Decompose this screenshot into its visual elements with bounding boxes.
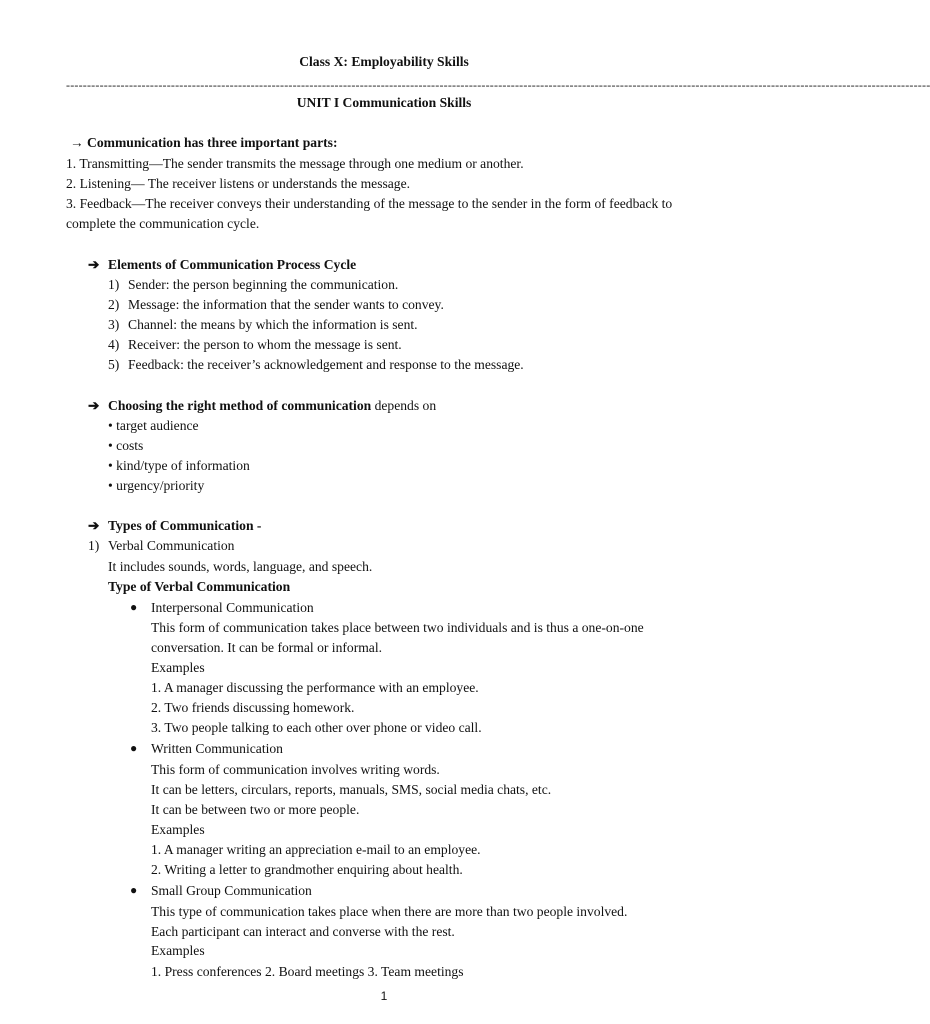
verbal-heading: 1) Verbal Communication: [88, 538, 235, 553]
subtype-title: Interpersonal Communication: [151, 600, 314, 615]
list-item: • costs: [108, 438, 144, 453]
unit-title: UNIT I Communication Skills: [296, 95, 472, 110]
method-heading-tail: depends on: [371, 398, 437, 413]
subtype-line: Examples: [151, 660, 205, 675]
types-heading: [88, 517, 261, 535]
arrow-icon: ➔: [88, 257, 100, 272]
subtype-line: 3. Two people talking to each other over phone or video call.: [151, 720, 482, 735]
list-item: • target audience: [108, 418, 199, 433]
arrow-icon: ➔: [88, 398, 100, 413]
subtype-line: 2. Writing a letter to grandmother enquiring about health.: [151, 862, 463, 877]
verbal-description: It includes sounds, words, language, and speech.: [108, 559, 373, 574]
bullet-icon: ●: [130, 883, 138, 897]
document-title: Class X: Employability Skills: [299, 54, 469, 69]
subtype-title: Small Group Communication: [151, 883, 312, 898]
subtype-line: Examples: [151, 943, 205, 958]
subtype-line: 1. A manager writing an appreciation e-mail to an employee.: [151, 842, 481, 857]
header-divider: --------------------------------------------------------------------------------------------------------------------------------------------------------------------------------------------------------------: [66, 78, 930, 92]
parts-line: 2. Listening— The receiver listens or understands the message.: [66, 176, 411, 191]
parts-heading: [70, 134, 337, 152]
list-item: 3) Channel: the means by which the information is sent.: [108, 317, 418, 332]
subtype-line: This form of communication involves writing words.: [151, 762, 440, 777]
parts-line: complete the communication cycle.: [66, 216, 260, 231]
list-item: 5) Feedback: the receiver’s acknowledgement and response to the message.: [108, 357, 524, 372]
bullet-icon: ●: [130, 741, 138, 755]
arrow-icon: ➔: [88, 518, 100, 533]
subtype-line: Examples: [151, 822, 205, 837]
subtype-line: 1. A manager discussing the performance with an employee.: [151, 680, 479, 695]
subtype-line: Each participant can interact and converse with the rest.: [151, 924, 455, 939]
page-number: 1: [380, 989, 388, 1003]
subtype-line: This form of communication takes place between two individuals and is thus a one-on-one: [151, 620, 644, 635]
parts-line: 3. Feedback—The receiver conveys their understanding of the message to the sender in the form of feedback to: [66, 196, 673, 211]
subtype-title: Written Communication: [151, 741, 283, 756]
method-heading-text: Choosing the right method of communication: [108, 398, 372, 413]
bullet-icon: ●: [130, 600, 138, 614]
list-item: 1) Sender: the person beginning the communication.: [108, 277, 399, 292]
list-item: • urgency/priority: [108, 478, 205, 493]
method-heading: [88, 397, 436, 415]
list-item: 4) Receiver: the person to whom the message is sent.: [108, 337, 402, 352]
list-item: • kind/type of information: [108, 458, 250, 473]
verbal-type-heading: Type of Verbal Communication: [108, 579, 291, 594]
list-item: 2) Message: the information that the sender wants to convey.: [108, 297, 444, 312]
subtype-line: It can be between two or more people.: [151, 802, 360, 817]
subtype-line: 1. Press conferences 2. Board meetings 3. Team meetings: [151, 964, 464, 979]
subtype-line: This type of communication takes place when there are more than two people involved.: [151, 904, 628, 919]
subtype-line: conversation. It can be formal or informal.: [151, 640, 383, 655]
subtype-line: 2. Two friends discussing homework.: [151, 700, 355, 715]
elements-heading: [88, 256, 356, 274]
parts-heading-text: Communication has three important parts:: [87, 135, 338, 150]
types-heading-text: Types of Communication -: [108, 518, 262, 533]
elements-heading-text: Elements of Communication Process Cycle: [108, 257, 357, 272]
arrow-icon: →: [70, 135, 84, 150]
subtype-line: It can be letters, circulars, reports, manuals, SMS, social media chats, etc.: [151, 782, 552, 797]
parts-line: 1. Transmitting—The sender transmits the message through one medium or another.: [66, 156, 524, 171]
